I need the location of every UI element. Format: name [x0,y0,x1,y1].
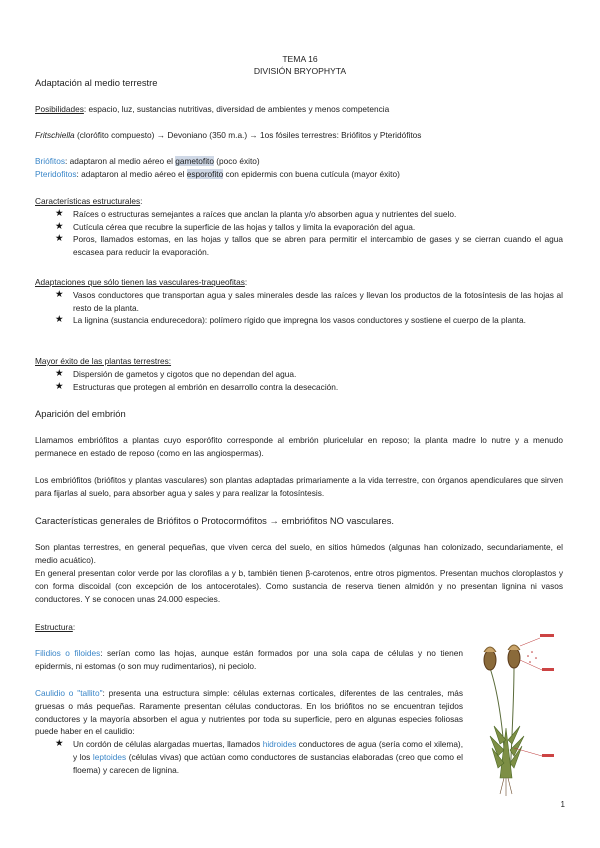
star-bullet-icon: ★ [55,380,64,392]
calyptra-right [508,645,520,650]
star-bullet-icon: ★ [55,207,64,219]
estructurales-title-text: Características estructurales [35,196,141,206]
exito-section [35,355,563,393]
pteridofitos-post: con epidermis con buena cutícula (mayor éxito) [223,169,400,179]
caulidio-text: : presenta una estructura simple: células externas corticales, diferentes de las centrales, más gruesas o más pequeñas. Raramente presentan células conductoras. En los briófitos no se encuentran tejidos conductores y la mayoría absorben el agua y nutrientes por toda su superficie, pero en algunas especies foliosas puede haber en el caulidio: [35,688,463,737]
filidios-text: : serían como las hojas, aunque están formados por una sola capa de células y no tienen epidermis, ni estomas (o son muy rudimentarios), ni peciolo. [35,648,464,671]
vasculares-title [35,276,563,289]
bullet-mid: conductores de agua (sería como el xilema), y los [73,739,463,762]
estructurales-section [35,195,563,259]
fritschiella-name: Fritschiella [35,130,75,140]
vasculares-section [35,276,563,327]
topic-title: TEMA 16 [282,54,318,64]
estructura-title-suffix: : [72,622,76,632]
briofitos-post: (poco éxito) [213,156,260,166]
capsule-right [508,648,520,668]
star-bullet-icon: ★ [55,738,64,750]
spores [527,651,537,663]
bullet-post: (células vivas) que actúan como conductores de sustancias elaboradas (creo que como el floema) y carecen de lignina. [73,751,463,775]
pteridofitos-label: Pteridofitos [35,169,77,179]
page-number: 1 [560,800,565,809]
division-title: DIVISIÓN BRYOPHYTA [253,66,347,76]
rhizoids [500,778,512,796]
estructurales-list [35,208,563,259]
briofitos-label: Briófitos [35,156,65,166]
list-item-text: Raíces o estructuras semejantes a raíces que anclan la planta y/o absorben agua y nutrientes del suelo. [73,208,457,219]
leptoides-term: leptoides [92,751,127,762]
estructurales-title [35,195,563,208]
exito-title: Mayor éxito de las plantas terrestres: [35,356,172,366]
posibilidades-line [35,103,563,116]
pteridofitos-line [35,168,563,181]
list-item [35,289,563,315]
list-item [35,381,563,394]
gametofito-highlight: gametofito [175,156,214,166]
hidroides-term: hidroides [262,739,297,750]
list-item [35,208,563,221]
star-bullet-icon: ★ [55,288,64,300]
generales-paragraph-1: Son plantas terrestres, en general pequeñas, que viven cerca del suelo, en sitios húmedos (algunas han colonizado, secundariamente, el medio acuático). [35,542,563,565]
esporofito-highlight: esporofito [186,169,224,179]
vasculares-list [35,289,563,327]
list-item-text: Cutícula cérea que recubre la superficie de las hojas y tallos y limita la evaporación del agua. [73,221,416,232]
moss-illustration [470,628,565,798]
filidios-label: Filidios o filoides [35,648,101,658]
embrion-paragraph-1: Llamamos embriófitos a plantas cuyo esporófito corresponde al embrión pluricelular en reposo; la planta madre lo nutre y a menudo permanece en estado de reposo (como en las angiospermas). [35,435,563,458]
vasculares-title-text: Adaptaciones que sólo tienen las vasculares-traqueofitas [35,277,245,287]
filidios-paragraph [35,647,463,673]
list-item [35,233,563,259]
embrion-heading: Aparición del embrión [35,408,126,419]
fritschiella-text: (clorófito compuesto) → Devoniano (350 m.a.) → 1os fósiles terrestres: Briófitos y Pteridófitos [74,130,422,140]
star-bullet-icon: ★ [55,367,64,379]
estructurales-title-suffix: : [140,196,143,206]
vasculares-title-suffix: : [244,277,248,287]
capsule-left [484,650,496,670]
gametophyte-leaves [490,726,524,778]
bullet-pre: Un cordón de células alargadas muertas, llamados [73,739,263,750]
list-item-text: Vasos conductores que transportan agua y sales minerales desde las raíces y llevan los productos de la fotosíntesis de las hojas al resto de la planta. [73,289,563,313]
briofitos-line [35,155,563,168]
briofitos-pre: : adaptaron al medio aéreo el [64,156,176,166]
list-item-text: Poros, llamados estomas, en las hojas y tallos que se abren para permitir el intercambio de gases y se cierran cuando el agua escasea para reducir la evaporación. [73,234,563,258]
generales-paragraph-2: En general presentan color verde por las clorofilas a y b, también tienen β-carotenos, entre otros pigmentos. Presentan muchos cloroplastos y con forma discoidal (con excepción de los antocerotales). Como sustancia de reserva tienen almidón y no presentan lignina ni vasos conductores. Y se conocen unas 24.000 especies. [35,568,563,604]
list-item-text: La lignina (sustancia endurecedora): polímero rígido que impregna los vasos conductores y sostiene el cuerpo de la planta. [73,315,526,326]
pteridofitos-pre: : adaptaron al medio aéreo el [76,169,187,179]
generales-heading: Características generales de Briófitos o Protocormófitos → embriófitos NO vasculares. [35,515,394,526]
label-swatches [540,634,554,757]
posibilidades-text: : espacio, luz, sustancias nutritivas, diversidad de ambientes y menos competencia [83,104,390,114]
list-item-text: Estructuras que protegen al embrión en desarrollo contra la desecación. [73,381,339,392]
star-bullet-icon: ★ [55,233,64,245]
star-bullet-icon: ★ [55,314,64,326]
embrion-paragraph-2: Los embriófitos (briófitos y plantas vasculares) son plantas adaptadas primariamente a la vida terrestre, con órganos apendiculares que sirven para fijarlas al suelo, para absorber agua y sales y para realizar la fotosíntesis. [35,475,563,498]
list-item [35,314,563,327]
posibilidades-label: Posibilidades [35,104,84,114]
estructura-title-text: Estructura [35,622,73,632]
list-item [35,738,463,776]
star-bullet-icon: ★ [55,220,64,232]
adaptacion-heading: Adaptación al medio terrestre [35,77,158,88]
list-item [35,368,563,381]
caulidio-label: Caulidio o "tallito" [35,688,103,698]
caulidio-list [35,738,463,776]
list-item-text: Dispersión de gametos y cigotos que no dependan del agua. [73,368,297,379]
list-item [35,221,563,234]
calyptra-left [484,647,496,652]
caulidio-paragraph [35,687,463,777]
exito-list [35,368,563,394]
fritschiella-line [35,129,563,142]
